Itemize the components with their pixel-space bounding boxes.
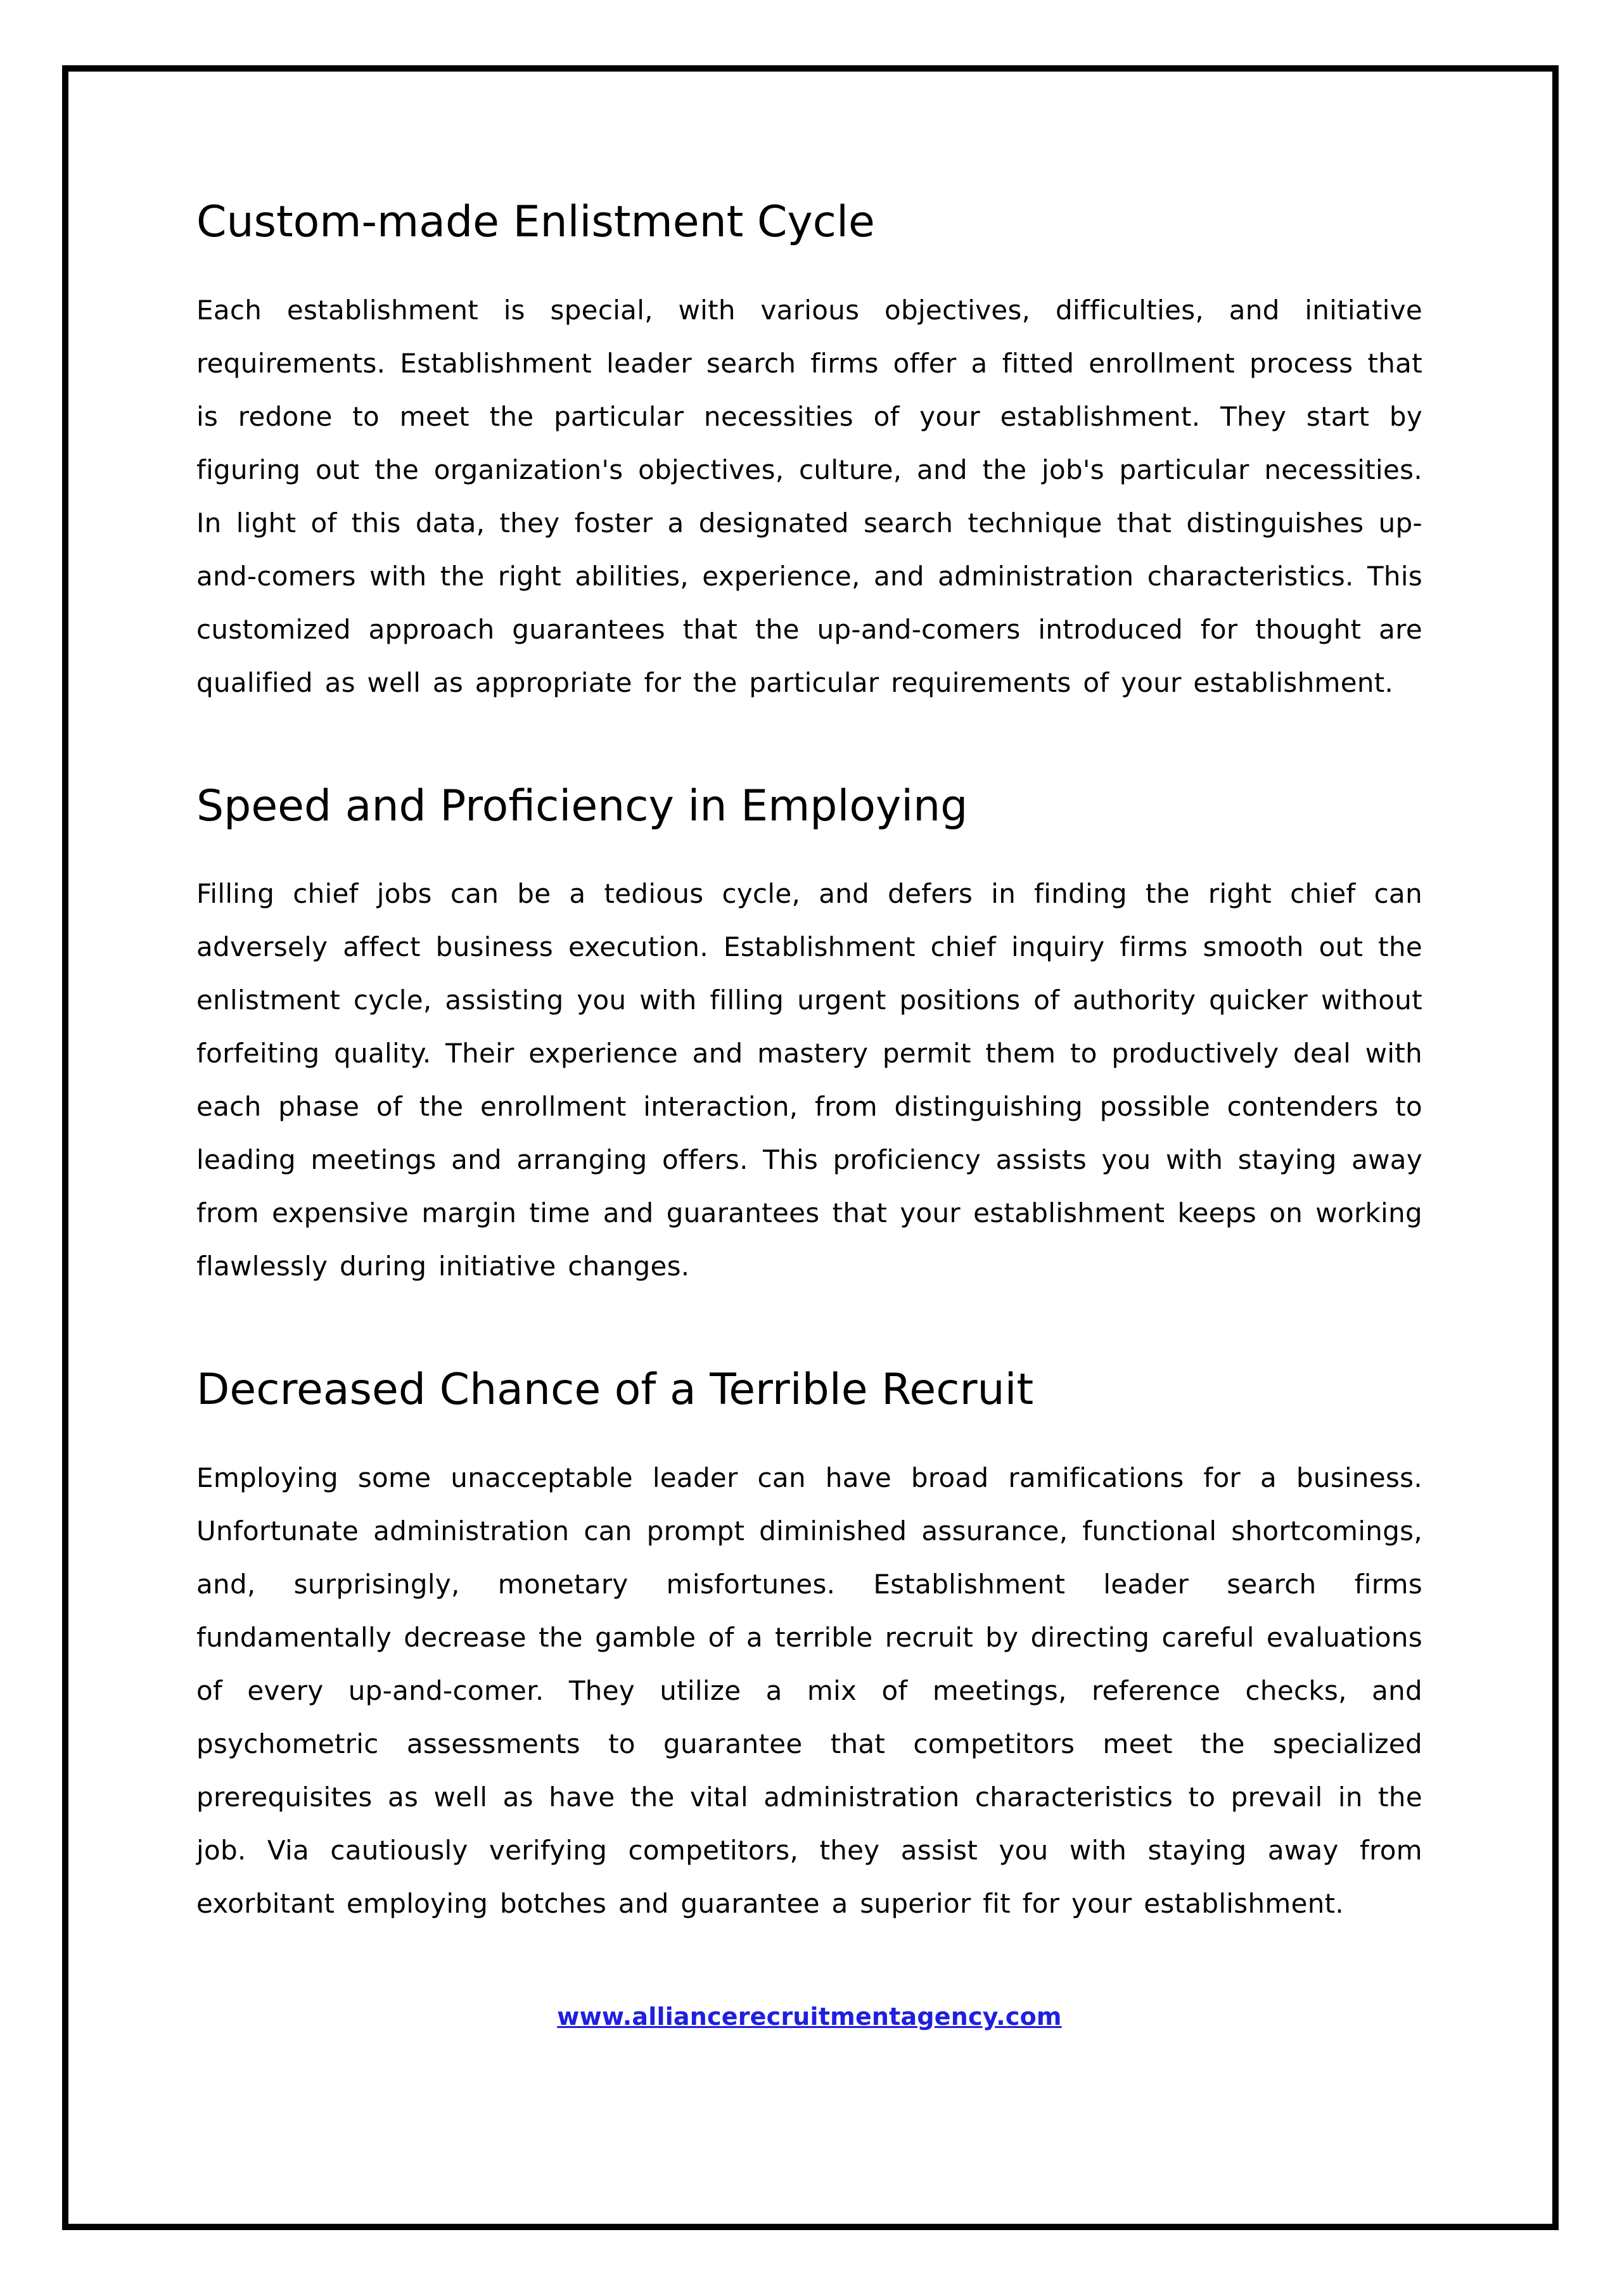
footer-link[interactable]: www.alliancerecruitmentagency.com — [557, 2002, 1062, 2031]
section-heading: Decreased Chance of a Terrible Recruit — [196, 1365, 1034, 1415]
section-paragraph: Employing some unacceptable leader can have broad ramifications for a business. Unfortunate administration can prompt diminished assurance, functional shortcomings, and, surprisingly, monetary misfortunes. Establishment leader search firms fundamentally decrease the gamble of a terrible recruit by directing careful evaluations of every up-and-comer. They utilize a mix of meetings, reference checks, and psychometric assessments to guarantee that competitors meet the specialized prerequisites as well as have the vital administration characteristics to prevail in the job. Via cautiously verifying competitors, they assist you with staying away from exorbitant employing botches and guarantee a superior fit for your establishment. — [196, 1462, 1422, 1919]
section-heading: Speed and Proficiency in Employing — [196, 781, 968, 831]
section-paragraph: Filling chief jobs can be a tedious cycle, and defers in finding the right chief can adversely affect business execution. Establishment chief inquiry firms smooth out the enlistment cycle, assisting you with filling urgent positions of authority quicker without forfeiting quality. Their experience and mastery permit them to productively deal with each phase of the enrollment interaction, from distinguishing possible contenders to leading meetings and arranging offers. This proficiency assists you with staying away from expensive margin time and guarantees that your establishment keeps on working flawlessly during initiative changes. — [196, 878, 1422, 1282]
section-decreased-chance-bad-hire — [196, 1364, 1422, 1930]
section-custom-made-enlistment-cycle — [196, 196, 1422, 710]
footer — [196, 2003, 1422, 2031]
section-paragraph: Each establishment is special, with various objectives, difficulties, and initiative requirements. Establishment leader search firms offer a fitted enrollment process that is redone to meet the particular necessities of your establishment. They start by figuring out the organization's objectives, culture, and the job's particular necessities. In light of this data, they foster a designated search technique that distinguishes up-and-comers with the right abilities, experience, and administration characteristics. This customized approach guarantees that the up-and-comers introduced for thought are qualified as well as appropriate for the particular requirements of your establishment. — [196, 294, 1422, 698]
page-border-frame — [62, 65, 1559, 2230]
section-speed-and-proficiency — [196, 781, 1422, 1294]
section-heading: Custom-made Enlistment Cycle — [196, 197, 875, 247]
